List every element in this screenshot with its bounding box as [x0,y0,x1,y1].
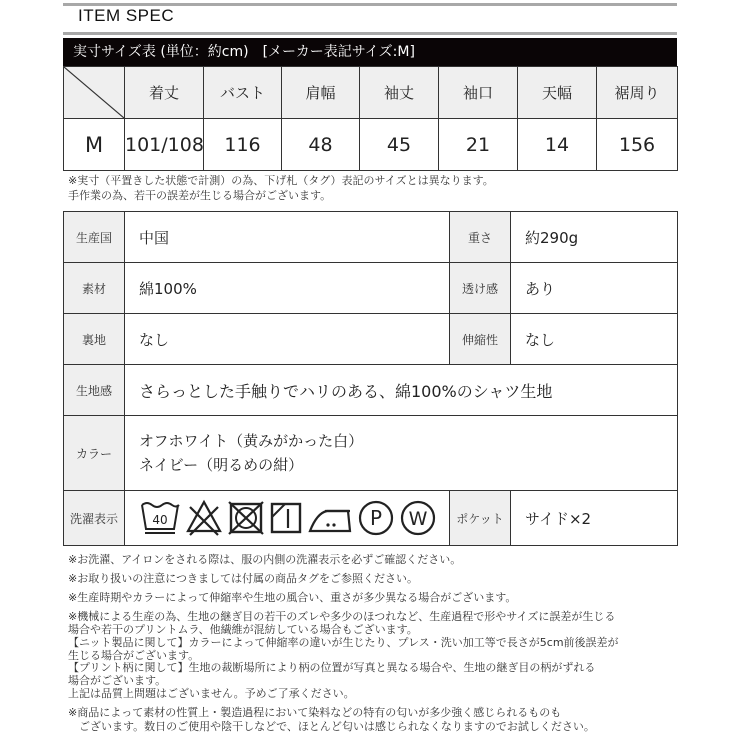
spec-label-origin: 生産国 [64,212,125,263]
footer-note: 場合がございます。 [68,674,167,687]
footer-note: ※生産時期やカラーによって伸縮率や生地の風合い、重さが多少異なる場合がございます。 [68,591,517,604]
size-table-caption: 実寸サイズ表 (単位：約cm) [メーカー表記サイズ:M] [63,38,677,67]
size-value: 21 [439,119,518,171]
color-option: ネイビー（明るめの紺） [139,456,304,474]
size-table [63,66,678,171]
column-header: 着丈 [125,67,204,119]
diagonal-line-icon [64,67,124,118]
svg-text:P: P [369,506,383,530]
wash-symbols [125,491,450,546]
diagonal-corner-cell [64,67,125,119]
size-value: 156 [597,119,678,171]
footer-note: 【プリント柄に関して】生地の裁断場所により柄の位置が写真と異なる場合や、生地の継ぎ目の柄がずれる [68,661,596,674]
table-row [64,119,678,171]
no-bleach-icon [185,499,223,537]
spec-value-sheerness: あり [511,263,678,314]
size-table-header-row [64,67,678,119]
svg-text:40: 40 [152,513,168,527]
wash-40-icon [139,499,181,537]
spec-value-weight: 約290g [511,212,678,263]
footer-note: ございます。数日のご使用や陰干しなどで、ほとんど匂いは感じられなくなりますのでお試しください。 [68,720,595,733]
spec-label-lining: 裏地 [64,314,125,365]
spec-value-lining: なし [125,314,450,365]
title-divider [63,32,677,35]
size-value: 101/108 [125,119,204,171]
column-header: 裾周り [597,67,678,119]
size-value: 45 [360,119,439,171]
section-title: ITEM SPEC [78,6,175,25]
size-label: M [64,119,125,171]
column-header: バスト [204,67,282,119]
size-note-2: 手作業の為、若干の誤差が生じる場合がございます。 [68,189,332,202]
footer-note: ※お取り扱いの注意につきましては付属の商品タグをご参照ください。 [68,572,418,585]
spec-label-color: カラー [64,416,125,491]
table-row [64,365,678,416]
size-value: 48 [282,119,360,171]
column-header: 袖口 [439,67,518,119]
spec-table [63,211,678,546]
svg-text:W: W [408,508,428,530]
spec-value-texture: さらっとした手触りでハリのある、綿100%のシャツ生地 [125,365,678,416]
footer-note: 上記は品質上問題はございません。予めご了承ください。 [68,687,355,700]
footer-note: ※お洗濯、アイロンをされる際は、服の内側の洗濯表示を必ずご確認ください。 [68,553,462,566]
spec-label-pocket: ポケット [450,491,511,546]
footer-note: ※商品によって素材の性質上・製造過程において染料などの特有の匂いが多少強く感じられるものも [68,706,562,719]
spec-value-origin: 中国 [125,212,450,263]
size-value: 116 [204,119,282,171]
column-header: 天幅 [518,67,597,119]
spec-label-sheerness: 透け感 [450,263,511,314]
table-row [64,314,678,365]
color-option: オフホワイト（黄みがかった白） [139,432,364,450]
iron-medium-icon [307,499,353,537]
table-row [64,491,678,546]
no-tumble-dry-icon [227,499,265,537]
wet-clean-w-icon [399,499,437,537]
footer-note: 【ニット製品に関して】カラーによって伸縮率の違いが生じたり、プレス・洗い加工等で長さが5cm前後誤差が [68,636,619,649]
column-header: 袖丈 [360,67,439,119]
spec-label-material: 素材 [64,263,125,314]
line-dry-shade-icon [269,499,303,537]
size-value: 14 [518,119,597,171]
table-row [64,416,678,491]
spec-value-color [125,416,678,491]
spec-label-weight: 重さ [450,212,511,263]
table-row [64,212,678,263]
spec-label-stretch: 伸縮性 [450,314,511,365]
column-header: 肩幅 [282,67,360,119]
spec-value-pocket: サイド×2 [511,491,678,546]
footer-note: ※機械による生産の為、生地の継ぎ目の若干のズレや多少のほつれなど、生産過程で形やサイズに誤差が生じる [68,610,616,623]
dry-clean-p-icon [357,499,395,537]
spec-label-wash: 洗濯表示 [64,491,125,546]
footer-note: 生じる場合がございます。 [68,649,200,662]
footer-note: 場合や若干のプリントムラ、他繊維が混紡している場合もございます。 [68,623,418,636]
spec-label-texture: 生地感 [64,365,125,416]
table-row [64,263,678,314]
size-note-1: ※実寸（平置きした状態で計測）の為、下げ札（タグ）表記のサイズとは異なります。 [68,174,494,187]
spec-value-material: 綿100% [125,263,450,314]
spec-value-stretch: なし [511,314,678,365]
